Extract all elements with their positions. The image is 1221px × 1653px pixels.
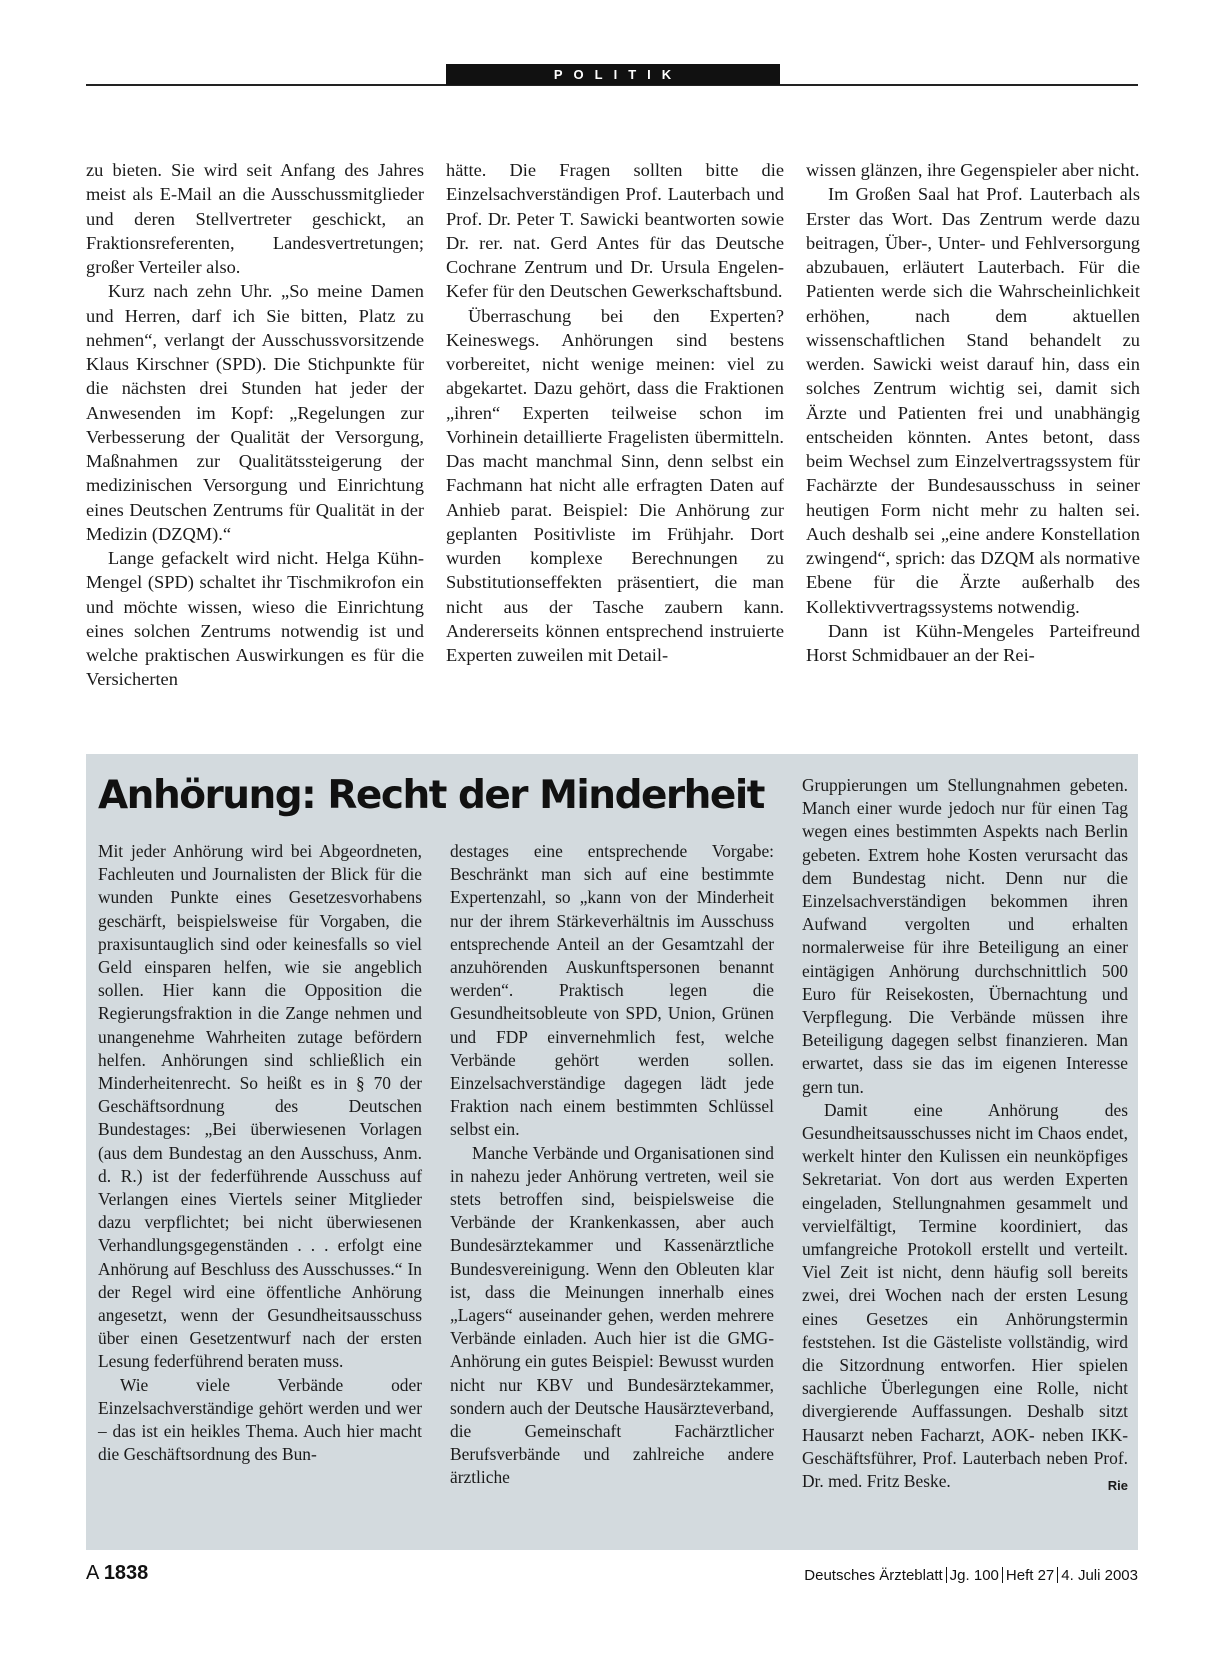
page-number bbox=[86, 1562, 148, 1585]
page-prefix: A bbox=[86, 1562, 99, 1584]
separator bbox=[946, 1567, 947, 1583]
paragraph: Gruppierungen um Stellungnahmen gebeten. Manch einer wurde jedoch nur für einen Tag wegen eines bestimmten Aspekts nach Berlin gebeten. Extrem hohe Kosten verursacht das dem Bundestag nicht. Denn nur die Einzelsachverständigen bekommen ihren Aufwand vergolten und erhalten normalerweise für ihre Beteiligung an einer eintägigen Anhörung durchschnittlich 500 Euro für Reisekosten, Übernachtung und Verpflegung. Die Verbände müssen ihre Beteiligung dagegen selbst finanzieren. Man erwartet, dass sie das im eigenen Interesse gern tun. bbox=[802, 775, 1128, 1097]
paragraph-text: Damit eine Anhörung des Gesundheitsausschusses nicht im Chaos endet, werkelt hinter den Kulissen ein neunköpfiges Sekretariat. Von dort aus werden Experten eingeladen, Stellungnahmen gesammelt und vervielfältigt, Termine koordiniert, das umfangreiche Protokoll erstellt und verteilt. Viel Zeit ist nicht, denn häufig soll bereits zwei, drei Wochen nach der ersten Lesung eines Gesetzes ein Anhörungstermin feststehen. Ist die Gästeliste vollständig, wird die Sitzordnung entworfen. Hier spielen sachliche Überlegungen eine Rolle, nicht divergierende Auffassungen. Deshalb sitzt Hausarzt neben Facharzt, AOK- neben IKK-Geschäftsführer, Prof. Lauterbach neben Prof. Dr. med. Fritz Beske. bbox=[802, 1099, 1128, 1492]
journal-issue: Heft 27 bbox=[1005, 1567, 1055, 1584]
paragraph: Dann ist Kühn-Mengeles Parteifreund Horst Schmidbauer an der Rei- bbox=[806, 620, 1140, 665]
box-column-2 bbox=[450, 840, 774, 1490]
section-label: POLITIK bbox=[446, 64, 780, 85]
journal-name: Deutsches Ärzteblatt bbox=[804, 1567, 943, 1584]
paragraph: Kurz nach zehn Uhr. „So meine Damen und Herren, darf ich Sie bitten, Platz zu nehmen“, verlangt der Ausschussvorsitzende Klaus Kirschner (SPD). Die Stichpunkte für die nächsten drei Stunden hat jeder der Anwesenden im Kopf: „Regelungen zur Verbesserung der Qualität der Versorgung, Maßnahmen zur Qualitätssteigerung der medizinischen Versorgung und Einrichtung eines Deutschen Zentrums für Qualität in der Medizin (DZQM).“ bbox=[86, 281, 424, 544]
box-column-3 bbox=[802, 774, 1128, 1497]
author-initials: Rie bbox=[1107, 1478, 1128, 1494]
paragraph: hätte. Die Fragen sollten bitte die Einzelsachverständigen Prof. Lauterbach und Prof. Dr. Peter T. Sawicki beantworten sowie Dr. rer. nat. Gerd Antes für das Deutsche Cochrane Zentrum und Dr. Ursula Engelen-Kefer für den Deutschen Gewerkschaftsbund. bbox=[446, 160, 784, 302]
paragraph bbox=[802, 1099, 1128, 1493]
paragraph: destages eine entsprechende Vorgabe: Beschränkt man sich auf eine bestimmte Expertenzahl, so „kann von der Minderheit nur der ihrem Stärkeverhältnis im Ausschuss entsprechende Anteil an der Gesamtzahl der anzuhörenden Auskunftspersonen benannt werden“. Praktisch legen die Gesundheitsobleute von SPD, Union, Grünen und FDP einvernehmlich fest, welche Verbände gehört werden sollen. Einzelsachverständige dagegen lädt jede Fraktion nach einem bestimmten Schlüssel selbst ein. bbox=[450, 841, 774, 1140]
paragraph: Manche Verbände und Organisationen sind in nahezu jeder Anhörung vertreten, weil sie stets betroffen sind, beispielsweise die Verbände der Krankenkassen, aber auch Bundesärztekammer und Kassenärztliche Bundesvereinigung. Wenn den Obleuten klar ist, dass die Meinungen innerhalb eines „Lagers“ auseinander gehen, werden mehrere Verbände einladen. Auch hier ist die GMG-Anhörung ein gutes Beispiel: Bewusst wurden nicht nur KBV und Bundesärztekammer, sondern auch der Deutsche Hausärzteverband, die Gemeinschaft Fachärztlicher Berufsverbände und zahlreiche andere ärztliche bbox=[450, 1142, 774, 1488]
paragraph: Überraschung bei den Experten? Keineswegs. Anhörungen sind bestens vorbereitet, nicht wenige meinen: viel zu abgekartet. Dazu gehört, dass die Fraktionen „ihren“ Experten teilweise schon im Vorhinein detaillierte Fragelisten übermitteln. Das macht manchmal Sinn, denn selbst ein Fachmann hat nicht alle erfragten Daten auf Anhieb parat. Beispiel: Die Anhörung zur geplanten Positivliste im Frühjahr. Dort wurden komplexe Berechnungen zu Substitutionseffekten präsentiert, die man nicht aus der Tasche zaubern kann. Andererseits können entsprechend instruierte Experten zuweilen mit Detail- bbox=[446, 305, 784, 665]
journal-volume: Jg. 100 bbox=[949, 1567, 999, 1584]
box-column-1 bbox=[98, 840, 422, 1466]
separator bbox=[1002, 1567, 1003, 1583]
paragraph: Im Großen Saal hat Prof. Lauterbach als Erster das Wort. Das Zentrum werde dazu beitragen, Über-, Unter- und Fehlversorgung abzubauen, erläutert Lauterbach. Für die Patienten werde sich die Wahrscheinlichkeit erhöhen, nach dem aktuellen wissenschaftlichen Stand behandelt zu werden. Sawicki weist darauf hin, dass ein solches Zentrum wichtig sei, damit sich Ärzte und Patienten frei und unabhängig entscheiden könnten. Antes betont, dass beim Wechsel zum Einzelvertragssystem für Fachärzte der Bundesausschuss in seiner heutigen Form nicht mehr zu halten sei. Auch deshalb sei „eine andere Konstellation zwingend“, sprich: das DZQM als normative Ebene für die Ärzte außerhalb des Kollektivvertragssystems notwendig. bbox=[806, 184, 1140, 617]
page-number-value: 1838 bbox=[103, 1562, 149, 1584]
paragraph: Mit jeder Anhörung wird bei Abgeordneten, Fachleuten und Journalisten der Blick für die wunden Punkte eines Gesetzesvorhabens geschärft, beispielsweise für Vorgaben, die praxisuntauglich sind oder keinesfalls so viel Geld einsparen helfen, wie sie angeblich sollen. Hier kann die Opposition die Regierungsfraktion in die Zange nehmen und unangenehme Wahrheiten zutage befördern helfen. Anhörungen sind schließlich ein Minderheitenrecht. So heißt es in § 70 der Geschäftsordnung des Deutschen Bundestages: „Bei überwiesenen Vorlagen (aus dem Bundestag an den Ausschuss, Anm. d. R.) ist der federführende Ausschuss auf Verlangen eines Viertels seiner Mitglieder dazu verpflichtet; bei nicht überwiesenen Verhandlungsgegenständen . . . erfolgt eine Anhörung auf Beschluss des Ausschusses.“ In der Regel wird eine öffentliche Anhörung angesetzt, wenn der Gesundheitsausschuss über einen Gesetzentwurf nach der ersten Lesung federführend beraten muss. bbox=[98, 841, 422, 1372]
paragraph: wissen glänzen, ihre Gegenspieler aber nicht. bbox=[806, 160, 1140, 180]
journal-date: 4. Juli 2003 bbox=[1061, 1567, 1138, 1584]
paragraph: zu bieten. Sie wird seit Anfang des Jahres meist als E-Mail an die Ausschussmitglieder und deren Stellvertreter geschickt, an Fraktionsreferenten, Landesvertretungen; großer Verteiler also. bbox=[86, 160, 424, 277]
paragraph: Wie viele Verbände oder Einzelsachverständige gehört werden und wer – das ist ein heikles Thema. Auch hier macht die Geschäftsordnung des Bun- bbox=[98, 1374, 422, 1465]
paragraph: Lange gefackelt wird nicht. Helga Kühn-Mengel (SPD) schaltet ihr Tischmikrofon ein und möchte wissen, wieso die Einrichtung eines solchen Zentrums notwendig ist und welche praktischen Auswirkungen es für die Versicherten bbox=[86, 548, 424, 690]
box-title: Anhörung: Recht der Minderheit bbox=[98, 773, 764, 818]
article-column-1 bbox=[86, 158, 424, 692]
journal-info bbox=[804, 1567, 1138, 1584]
article-column-3 bbox=[806, 158, 1140, 667]
separator bbox=[1057, 1567, 1058, 1583]
article-column-2 bbox=[446, 158, 784, 667]
